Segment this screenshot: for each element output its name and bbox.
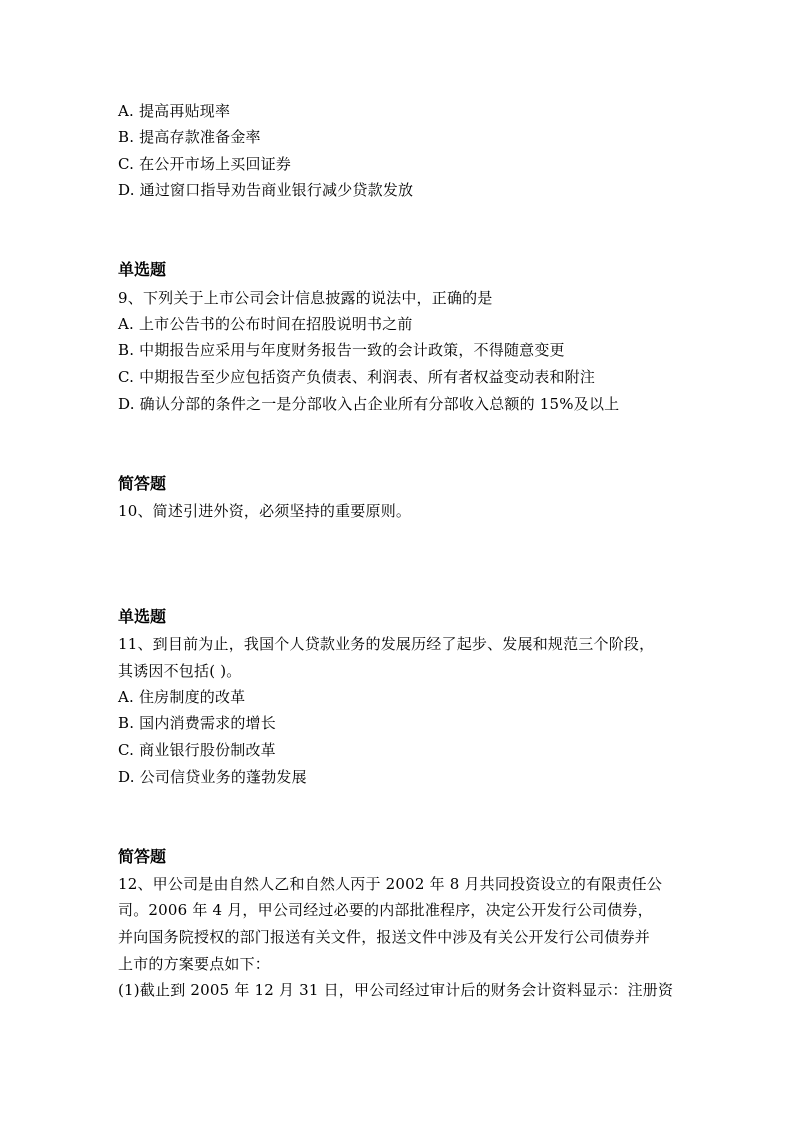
q8-option-d: D. 通过窗口指导劝告商业银行减少贷款发放 bbox=[118, 181, 414, 199]
q11-type-heading: 单选题 bbox=[118, 607, 167, 626]
q11-option-d: D. 公司信贷业务的蓬勃发展 bbox=[118, 768, 307, 786]
q11-option-a: A. 住房制度的改革 bbox=[118, 688, 246, 706]
q12-stem-line-2: 司。2006 年 4 月，甲公司经过必要的内部批准程序，决定公开发行公司债券， bbox=[118, 901, 653, 919]
q11-option-b: B. 国内消费需求的增长 bbox=[118, 714, 276, 732]
q9-option-b: B. 中期报告应采用与年度财务报告一致的会计政策，不得随意变更 bbox=[118, 341, 565, 359]
q10-stem: 10、简述引进外资，必须坚持的重要原则。 bbox=[118, 502, 412, 520]
q9-option-d: D. 确认分部的条件之一是分部收入占企业所有分部收入总额的 15%及以上 bbox=[118, 395, 620, 413]
q12-stem-line-4: 上市的方案要点如下： bbox=[118, 955, 271, 973]
q9-option-a: A. 上市公告书的公布时间在招股说明书之前 bbox=[118, 315, 413, 333]
q8-option-c: C. 在公开市场上买回证券 bbox=[118, 155, 292, 173]
q11-stem-line-1: 11、到目前为止，我国个人贷款业务的发展历经了起步、发展和规范三个阶段， bbox=[118, 635, 655, 653]
q11-option-c: C. 商业银行股份制改革 bbox=[118, 741, 276, 759]
q8-option-a: A. 提高再贴现率 bbox=[118, 102, 231, 120]
q12-stem-line-3: 并向国务院授权的部门报送有关文件，报送文件中涉及有关公开发行公司债券并 bbox=[118, 928, 651, 946]
q12-type-heading: 简答题 bbox=[118, 847, 167, 866]
q11-stem-line-2: 其诱因不包括( )。 bbox=[118, 662, 242, 680]
q12-stem-line-5: (1)截止到 2005 年 12 月 31 日，甲公司经过审计后的财务会计资料显示：注册资 bbox=[118, 981, 674, 999]
q9-type-heading: 单选题 bbox=[118, 260, 167, 279]
q10-type-heading: 简答题 bbox=[118, 474, 167, 493]
q12-stem-line-1: 12、甲公司是由自然人乙和自然人丙于 2002 年 8 月共同投资设立的有限责任公 bbox=[118, 875, 663, 893]
q8-option-b: B. 提高存款准备金率 bbox=[118, 128, 261, 146]
q9-stem: 9、下列关于上市公司会计信息披露的说法中，正确的是 bbox=[118, 289, 493, 307]
q9-option-c: C. 中期报告至少应包括资产负债表、利润表、所有者权益变动表和附注 bbox=[118, 368, 596, 386]
